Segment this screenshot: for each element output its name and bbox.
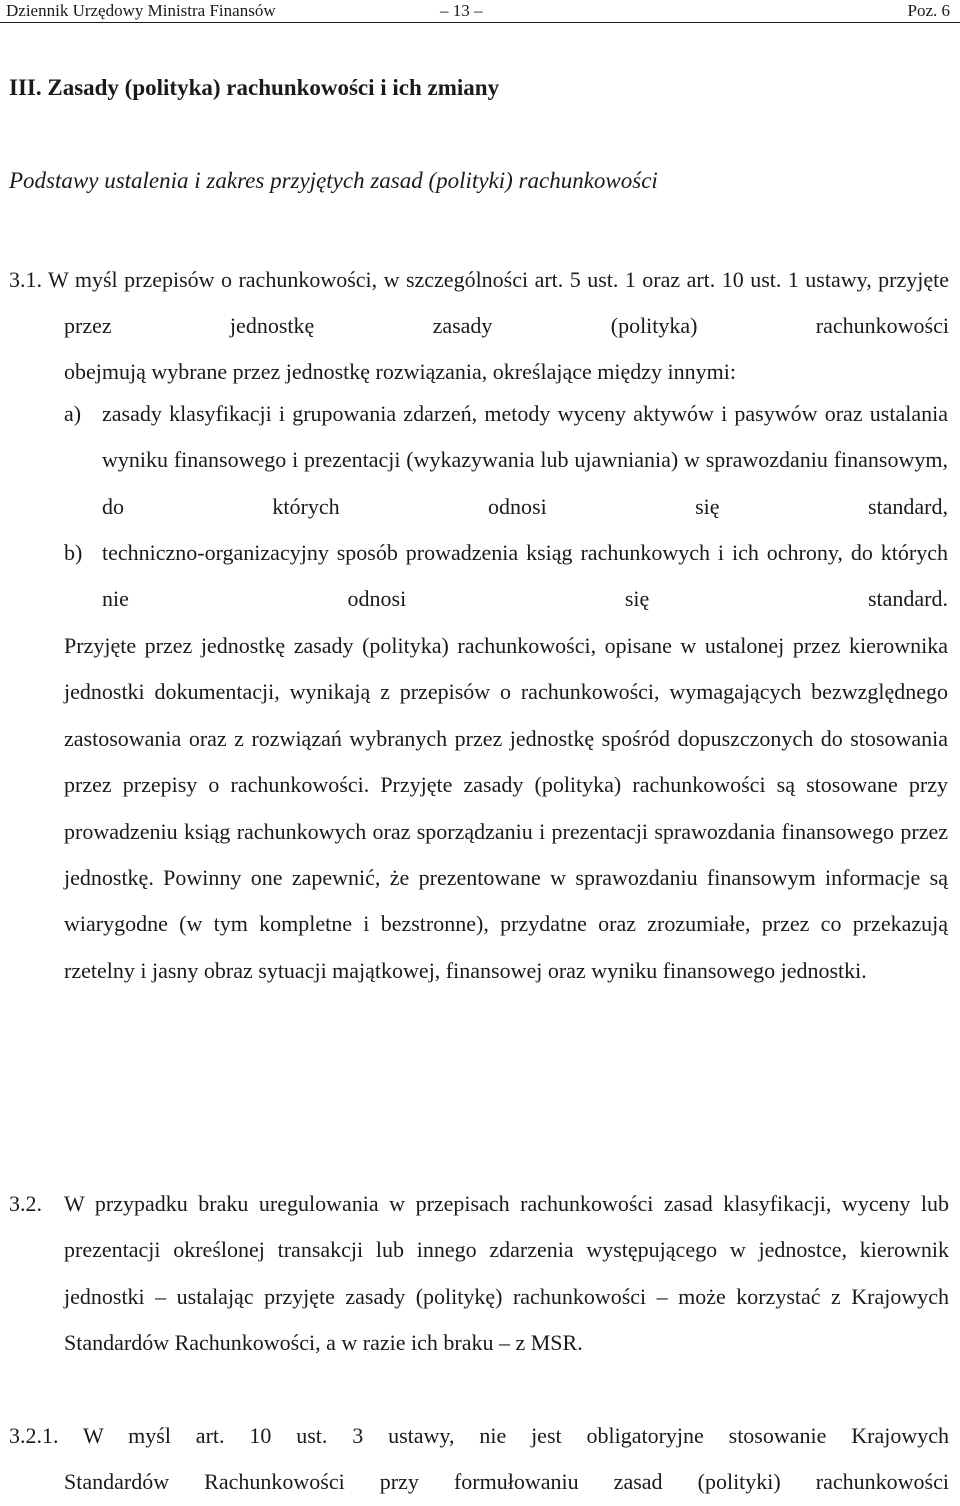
paragraph-3-1-lead-text: 3.1. W myśl przepisów o rachunkowości, w szczególności art. 5 ust. 1 oraz art. 10 ust. 1 ustawy, przyjęte przez jednostkę zasady (polityka) rachunkowości bbox=[9, 267, 949, 339]
paragraph-3-2-1-continuation: Standardów Rachunkowości przy formułowaniu zasad (polityki) rachunkowości bbox=[64, 1469, 949, 1495]
list-item-a-content: zasady klasyfikacji i grupowania zdarzeń, metody wyceny aktywów i pasywów oraz ustalania wyniku finansowego i prezentacji (wykazywania lub ujawniania) w sprawozdaniu finansowym, do których odnosi się standard, bbox=[102, 401, 948, 519]
paragraph-3-1-body: obejmują wybrane przez jednostkę rozwiązania, określające między innymi: bbox=[64, 359, 736, 384]
list-item-b-marker: b) bbox=[64, 540, 83, 565]
paragraph-3-2-text: W przypadku braku uregulowania w przepisach rachunkowości zasad klasyfikacji, wyceny lub prezentacji określonej transakcji lub innego zdarzenia występującego w jednostce, kierownik jednostki – ustalając przyjęte zasady (politykę) rachunkowości – może korzystać z Krajowych Standardów Rachunkowości, a w razie ich braku – z MSR. bbox=[64, 1191, 949, 1356]
list-item-b-content: techniczno-organizacyjny sposób prowadzenia ksiąg rachunkowych i ich ochrony, do których nie odnosi się standard. bbox=[102, 540, 948, 612]
header-page-number: – 13 – bbox=[440, 1, 483, 20]
header-journal-title: Dziennik Urzędowy Ministra Finansów bbox=[6, 1, 276, 20]
paragraph-accounting-principles: Przyjęte przez jednostkę zasady (polityka) rachunkowości, opisane w ustalonej przez kierownika jednostki dokumentacji, wynikają z przepisów o rachunkowości, wymagających bezwzględnego zastosowania oraz z rozwiązań wybranych przez jednostkę spośród dopuszczonych do stosowania przez przepisy o rachunkowości. Przyjęte zasady (polityka) rachunkowości są stosowane przy prowadzeniu ksiąg rachunkowych oraz sporządzaniu i prezentacji sprawozdania finansowego przez jednostkę. Powinny one zapewnić, że prezentowane w sprawozdaniu finansowym informacje są wiarygodne (w tym kompletne i bezstronne), przydatne oraz zrozumiałe, przez co przekazują rzetelny i jasny obraz sytuacji majątkowej, finansowej oraz wyniku finansowego jednostki. bbox=[64, 633, 948, 983]
list-item-b bbox=[64, 530, 948, 623]
subsection-title: Podstawy ustalenia i zakres przyjętych zasad (polityki) rachunkowości bbox=[9, 168, 658, 193]
section-title: III. Zasady (polityka) rachunkowości i ich zmiany bbox=[9, 75, 500, 100]
paragraph-3-2-1 bbox=[9, 1413, 949, 1506]
list-item-a-text bbox=[64, 391, 948, 530]
paragraph-3-2-number: 3.2. bbox=[9, 1191, 42, 1216]
header-divider bbox=[0, 22, 960, 23]
list-item-a-marker: a) bbox=[64, 401, 82, 426]
paragraph-3-2 bbox=[9, 1181, 949, 1367]
page-header bbox=[0, 0, 960, 22]
header-position: Poz. 6 bbox=[907, 1, 950, 20]
paragraph-3-2-1-lead: 3.2.1. W myśl art. 10 ust. 3 ustawy, nie jest obligatoryjne stosowanie Krajowych bbox=[9, 1423, 949, 1448]
list-item-b-text bbox=[64, 530, 948, 623]
paragraph-3-1-lead bbox=[9, 257, 949, 350]
list-item-a bbox=[64, 391, 948, 530]
